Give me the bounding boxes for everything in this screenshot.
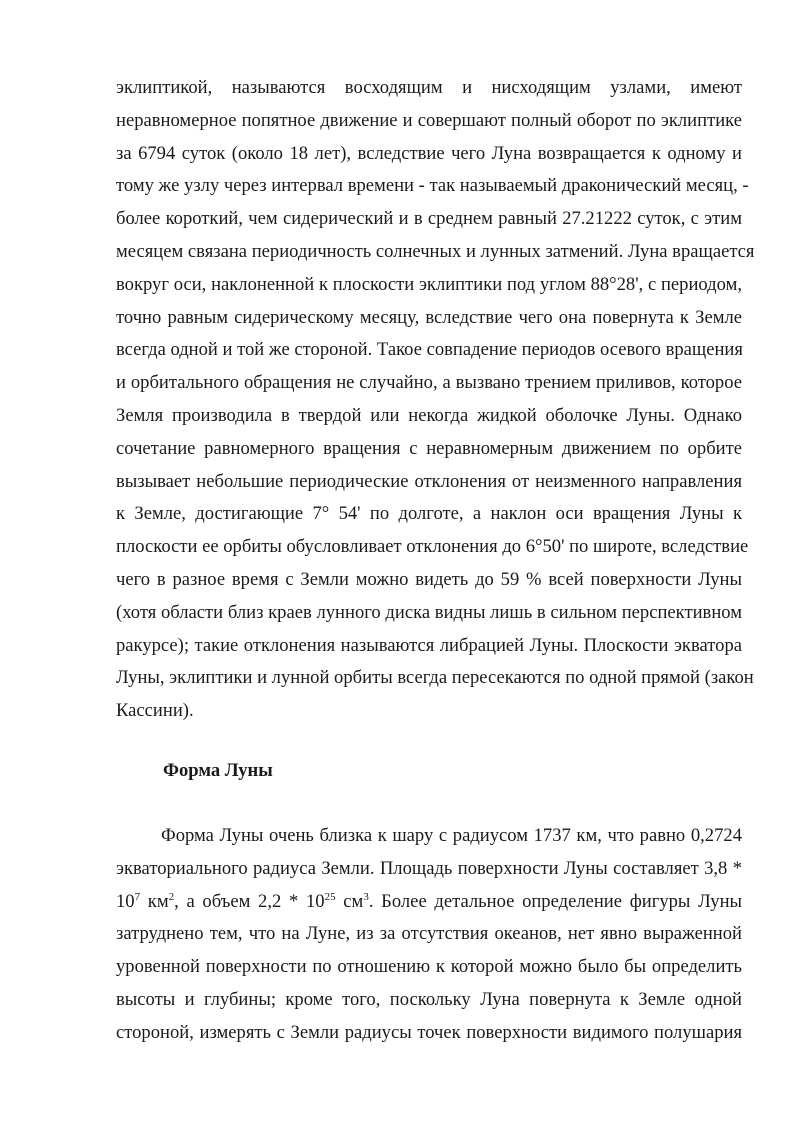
text-line: ракурсе); такие отклонения называются либрацией Луны. Плоскости экватора (116, 634, 742, 656)
exponent: 7 (134, 890, 141, 903)
text-line: всегда одной и той же стороной. Такое совпадение периодов осевого вращения (116, 339, 743, 361)
text-line: сочетание равномерного вращения с неравномерным движением по орбите (116, 437, 742, 459)
text-line: вокруг оси, наклоненной к плоскости эклиптики под углом 88°28', с периодом, (116, 273, 742, 295)
paragraph-orbit-libration (116, 72, 755, 728)
text-line: высоты и глубины; кроме того, поскольку Луна повернута к Земле одной (116, 988, 742, 1010)
section-heading: Форма Луны (163, 760, 273, 781)
text-line: затруднено тем, что на Луне, из за отсутствия океанов, нет явно выраженной (116, 923, 742, 945)
text-line: более короткий, чем сидерический и в среднем равный 27.21222 суток, с этим (116, 208, 742, 230)
text-line: стороной, измерять с Земли радиусы точек поверхности видимого полушария (116, 1021, 742, 1043)
text-line: за 6794 суток (около 18 лет), вследствие чего Луна возвращается к одному и (116, 142, 742, 164)
text-line: уровенной поверхности по отношению к которой можно было бы определить (116, 956, 742, 978)
text-line: вызывает небольшие периодические отклонения от неизменного направления (116, 470, 742, 492)
text-line: чего в разное время с Земли можно видеть до 59 % всей поверхности Луны (116, 568, 742, 590)
text-fragment: 10 (116, 890, 135, 912)
exponent: 2 (168, 890, 175, 903)
text-fragment: см (335, 890, 364, 912)
paragraph-moon-shape (116, 820, 742, 1050)
text-fragment: км (140, 890, 169, 912)
text-fragment: , а объем 2,2 * 10 (174, 890, 325, 912)
text-line: к Земле, достигающие 7° 54' по долготе, а наклон оси вращения Луны к (116, 503, 742, 525)
text-line: и орбитального обращения не случайно, а вызвано трением приливов, которое (116, 372, 742, 394)
text-line: Кассини). (116, 700, 194, 722)
text-line: экваториального радиуса Земли. Площадь поверхности Луны составляет 3,8 * (116, 857, 742, 879)
exponent: 25 (324, 890, 336, 903)
text-line-with-exponents (116, 886, 742, 919)
text-line: Луны, эклиптики и лунной орбиты всегда пересекаются по одной прямой (закон (116, 667, 754, 689)
text-line: точно равным сидерическому месяцу, вследствие чего она повернута к Земле (116, 306, 742, 328)
text-line: месяцем связана периодичность солнечных и лунных затмений. Луна вращается (116, 240, 755, 262)
text-line: тому же узлу через интервал времени - так называемый драконический месяц, - (116, 175, 749, 197)
text-line: Форма Луны очень близка к шару с радиусом 1737 км, что равно 0,2724 (161, 825, 742, 846)
text-fragment: . Более детальное определение фигуры Луны (368, 890, 743, 912)
text-line: плоскости ее орбиты обусловливает отклонения до 6°50' по широте, вследствие (116, 536, 749, 558)
text-line: эклиптикой, называются восходящим и нисходящим узлами, имеют (116, 77, 742, 98)
text-line: неравномерное попятное движение и совершают полный оборот по эклиптике (116, 109, 742, 131)
text-line: (хотя области близ краев лунного диска видны лишь в сильном перспективном (116, 601, 742, 623)
text-line: Земля производила в твердой или некогда жидкой оболочке Луны. Однако (116, 404, 742, 426)
exponent: 3 (363, 890, 369, 903)
